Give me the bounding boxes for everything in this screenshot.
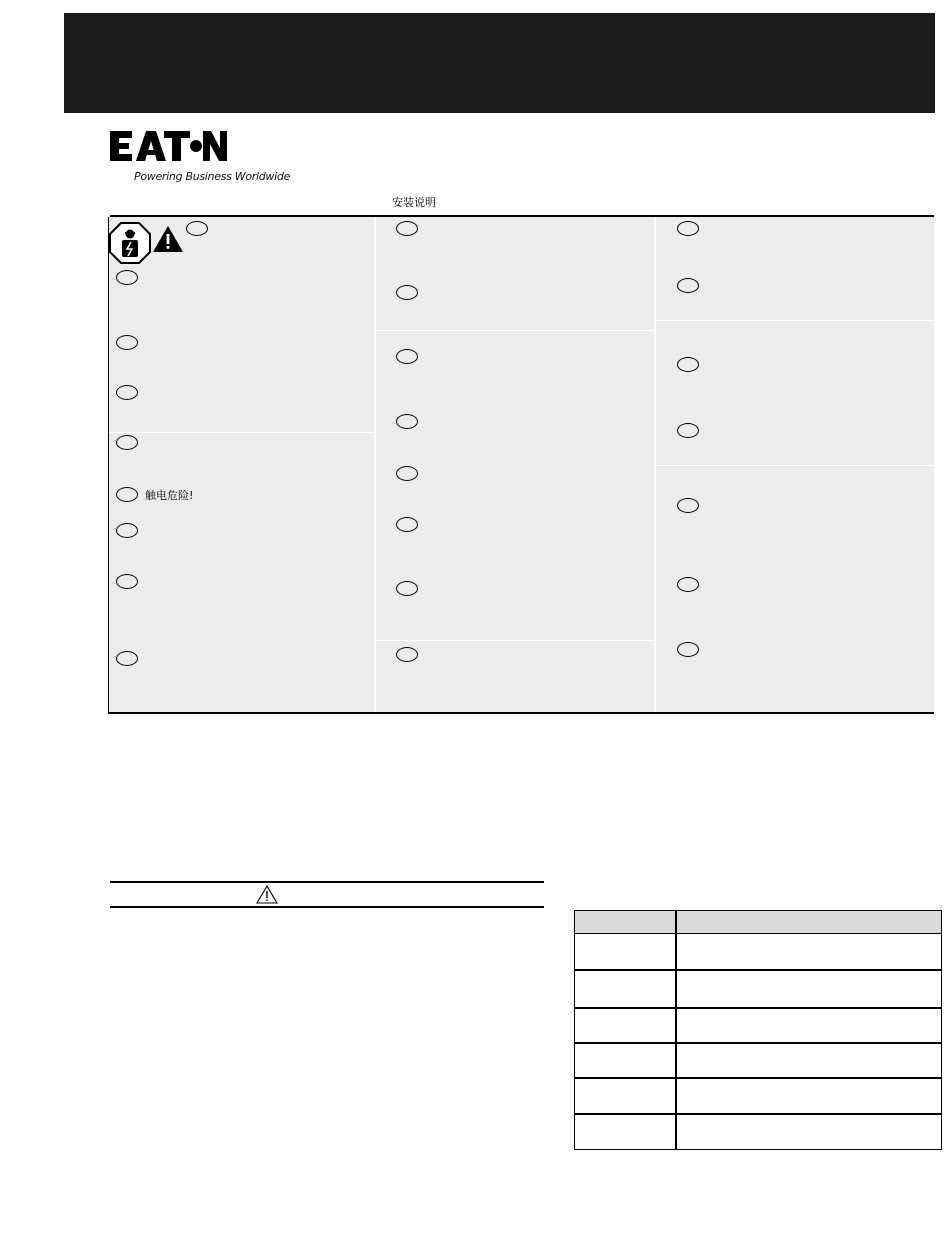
language-marker (396, 647, 418, 662)
column-3-separator (656, 465, 934, 466)
language-marker (186, 221, 208, 236)
table-row-divider (575, 969, 941, 971)
eaton-logo-mark (110, 128, 230, 164)
column-3-separator (656, 320, 934, 321)
column-2-separator (376, 640, 654, 641)
caution-bottom-rule (110, 906, 544, 908)
language-marker (116, 385, 138, 400)
language-marker (677, 498, 699, 513)
shock-hazard-text: 触电危险! (145, 489, 194, 502)
language-marker (396, 221, 418, 236)
caution-triangle-icon (256, 885, 278, 904)
qualified-electrician-icon (108, 221, 152, 265)
language-marker (116, 487, 138, 502)
spec-table (574, 910, 942, 1150)
language-marker (116, 523, 138, 538)
language-marker (396, 349, 418, 364)
language-marker (396, 517, 418, 532)
language-column-1 (109, 217, 374, 712)
language-marker (116, 574, 138, 589)
language-marker (677, 642, 699, 657)
language-marker (677, 278, 699, 293)
language-marker (396, 285, 418, 300)
language-marker (677, 423, 699, 438)
column-1-separator (109, 432, 374, 433)
language-marker (116, 270, 138, 285)
language-marker (396, 466, 418, 481)
language-marker (677, 357, 699, 372)
language-marker (396, 581, 418, 596)
language-marker (116, 335, 138, 350)
table-row-divider (575, 1042, 941, 1044)
language-marker (116, 435, 138, 450)
table-header-row (575, 911, 941, 934)
language-marker (677, 221, 699, 236)
warning-triangle-icon (152, 225, 184, 253)
table-row-divider (575, 1113, 941, 1115)
column-2-separator (376, 330, 654, 331)
table-row-divider (575, 1077, 941, 1079)
caution-top-rule (110, 881, 544, 883)
language-marker (396, 414, 418, 429)
language-marker (116, 651, 138, 666)
language-marker (677, 577, 699, 592)
section-bottom-rule (108, 712, 934, 714)
document-subtitle: 安装说明 (392, 196, 436, 209)
logo-tagline: Powering Business Worldwide (134, 170, 291, 183)
table-row-divider (575, 1007, 941, 1009)
header-bar (64, 13, 935, 113)
